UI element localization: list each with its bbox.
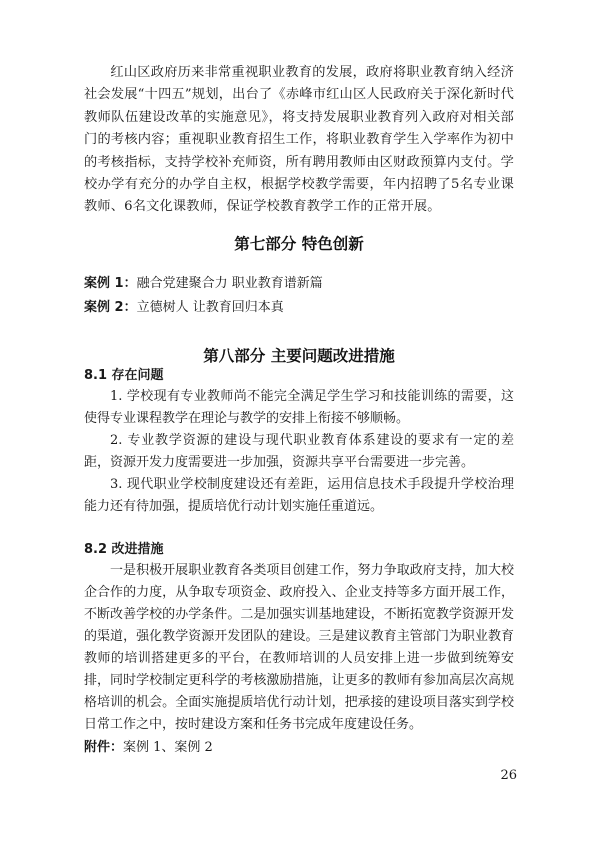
case-1-text: 融合党建聚合力 职业教育谱新篇 bbox=[136, 276, 323, 291]
attachment-label: 附件： bbox=[84, 740, 124, 755]
case-1-label: 案例 1： bbox=[84, 276, 137, 291]
problem-item-3: 3. 现代职业学校制度建设还有差距，运用信息技术手段提升学校治理能力还有待加强，提质培优行动计划实施任重道远。 bbox=[84, 477, 514, 514]
section-8-1-heading: 8.1 存在问题 bbox=[84, 368, 164, 383]
case-2-label: 案例 2： bbox=[84, 300, 137, 315]
attachment-line bbox=[84, 738, 514, 758]
case-2-text: 立德树人 让教育回归本真 bbox=[136, 300, 284, 315]
part7-title: 第七部分 特色创新 bbox=[234, 235, 364, 253]
section-8-2-heading: 8.2 改进措施 bbox=[84, 542, 164, 557]
case-1-line bbox=[84, 274, 514, 294]
problem-item-2: 2. 专业教学资源的建设与现代职业教育体系建设的要求有一定的差距，资源开发力度需要进一步加强，资源共享平台需要进一步完善。 bbox=[84, 433, 514, 470]
problem-item-1: 1. 学校现有专业教师尚不能完全满足学生学习和技能训练的需要，这使得专业课程教学在理论与教学的安排上衔接不够顺畅。 bbox=[84, 389, 514, 426]
attachment-text: 案例 1、案例 2 bbox=[123, 740, 213, 755]
part8-title: 第八部分 主要问题改进措施 bbox=[203, 347, 395, 365]
improvement-paragraph: 一是积极开展职业教育各类项目创建工作，努力争取政府支持，加大校企合作的力度，从争取专项资金、政府投入、企业支持等多方面开展工作，不断改善学校的办学条件。二是加强实训基地建设，不断拓宽教学资源开发的渠道，强化教学资源开发团队的建设。三是建议教育主管部门为职业教育教师的培训搭建更多的平台，在教师培训的人员安排上进一步做到统筹安排，同时学校制定更科学的考核激励措施，让更多的教师有参加高层次高规格培训的机会。全面实施提质培优行动计划，把承接的建设项目落实到学校日常工作之中，按时建设方案和任务书完成年度建设任务。 bbox=[84, 563, 514, 732]
case-2-line bbox=[84, 298, 514, 318]
page-number: 26 bbox=[500, 768, 517, 783]
intro-paragraph: 红山区政府历来非常重视职业教育的发展，政府将职业教育纳入经济社会发展“十四五”规划，出台了《赤峰市红山区人民政府关于深化新时代教师队伍建设改革的实施意见》，将支持发展职业教育列入政府对相关部门的考核内容；重视职业教育招生工作，将职业教育学生入学率作为初中的考核指标，支持学校补充师资，所有聘用教师由区财政预算内支付。学校办学有充分的办学自主权，根据学校教学需要，年内招聘了5名专业课教师、6名文化课教师，保证学校教育教学工作的正常开展。 bbox=[84, 65, 514, 215]
